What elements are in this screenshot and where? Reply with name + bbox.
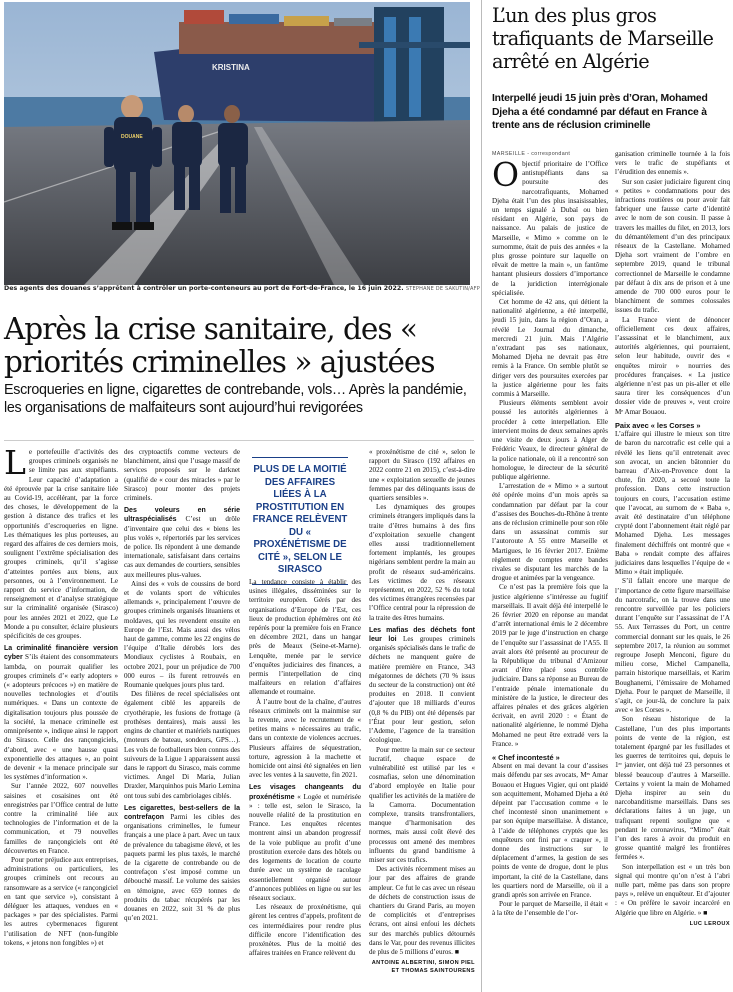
paragraph: Les mafias des déchets font leur loi Les groupes criminels organisés spécialisés dans le trafic de déchets ne manquent guère de matière première en France, 343 mégatonnes de déchets (70 % issus du secteur de la construction) ont été produites en 2018. Il convient d’ajouter que 18 milliards d’euros (0,8 % du PIB) ont été dépensés par l’État pour leur gestion, selon l’Ademe, l’agence de la transition écologique. xyxy=(369,626,475,745)
article-headline: Après la crise sanitaire, des « priorités criminelles » ajustées xyxy=(4,312,435,379)
paragraph: Absent en mai devant la cour d’assises mais défendu par ses avocats, Mᵉˢ Amar Bouaou et Hugues Vigier, qui ont plaidé son acquittement, Mohamed Djeha a été dépeint par l’accusation comme « le chef incontesté sinon unanimement » par son équipe marseillaise. À distance, à l’aide de téléphones cryptés que les enquêteurs ont fini par « craquer », il donne des instructions sur le déplacement d’armes, la gestion de ses points de vente de drogue, dont le plus important, la cité de la Castellane, dans les quartiers nord de Marseille, où il a grandi après son arrivée en France. xyxy=(492,762,608,900)
subhead: La criminalité financière version cyber xyxy=(4,645,118,662)
divider xyxy=(4,440,474,441)
side-article-headline: L’un des plus gros trafiquants de Marseille arrêté en Algérie xyxy=(492,4,714,73)
paragraph: Pour porter préjudice aux entreprises, administrations ou particuliers, les groupes criminels ont recours au ransomware as a service (« rançongiciel en tant que service »), consistant à déléguer les attaques, vendues en « packages » par des spécialistes. Parmi les autres cybermenaces figurent l’utilisation de NFT (non-fungible tokens, « jetons non fongibles ») et xyxy=(4,855,118,947)
paragraph: ganisation criminelle tournée à la fois vers le trafic de stupéfiants et l’érudition des ennemis ». xyxy=(615,150,730,177)
paragraph: Plusieurs éléments semblent avoir poussé les autorités algériennes à procéder à cette interpellation. Elle intervient moins de deux semaines après une visite de deux jours à Alger de Frédéric Veaux, le directeur général de la police nationale, où il a rencontré son homologue, le directeur de la sécurité publique algérienne. xyxy=(492,399,608,481)
paragraph: « proxénétisme de cité », selon le rapport du Sirasco (192 affaires en 2022 contre 21 en 2015), c’est-à-dire une « exploitation sexuelle de jeunes femmes par des délinquants issus de quartiers sensibles ». xyxy=(369,448,475,503)
paragraph: Les réseaux de proxénétisme, qui gèrent les centres d’appels, profitent de ces intermédiaires pour rendre plus difficile encore l’identification des proxénètes. Plus de la moitié des affaires traitées en France relèvent du xyxy=(249,903,361,958)
paragraph: À l’autre bout de la chaîne, d’autres réseaux criminels ont la mainmise sur la revente, avec le recrutement de « petites mains » nécessaires au trafic, dans un contexte de violences accrues. Plusieurs affaires de séquestration, torture, agression à la machette et homicide ont ainsi été signalées en lien avec les ventes à la sauvette, fin 2021. xyxy=(249,697,361,780)
byline: LUC LEROUX xyxy=(689,920,730,927)
photo-caption xyxy=(4,285,480,293)
column-divider xyxy=(481,0,482,992)
drop-cap: L xyxy=(4,443,26,482)
article-column-2 xyxy=(124,448,240,988)
paragraph: Sur son casier judiciaire figurent cinq « petites » condamnations pour des infractions routières ou pour avoir fait fabriquer une fausse carte d’identité avec le nom de son cousin. Il passe à travers les mailles du filet, en 2013, lors du démantèlement d’un des principaux réseaux de la Castellane. Mohamed Djeha sort vraiment de l’ombre en septembre 2019, quand le tribunal correctionnel de Marseille le condamne par défaut à dix ans de prison et à une amende de 700 000 euros pour le blanchiment de sommes colossales issues du trafic. xyxy=(615,177,730,315)
paragraph: Ce n’est pas la première fois que la justice algérienne s’intéresse au fugitif marseillais. Il avait déjà été interpellé le 26 février 2020 en réponse au mandat d’arrêt international émis le 2 décembre 2019 par le juge d’instruction en charge de l’enquête sur l’assassinat de l’A55. Il avait alors été présenté au procureur de la République du tribunal d’Amizour avant d’être placé sous contrôle judiciaire. Dans sa réponse au Bureau de l’entraide pénale internationale du ministère de la justice, le directeur des affaires pénales et des grâces algérien écrivait, en avril 2020 : « Étant de nationalité algérienne, le nommé Djeha Mohamed ne peut être extradé vers la France. » xyxy=(492,583,608,748)
paragraph: Les dynamiques des groupes criminels étrangers impliqués dans la traite d’êtres humains à des fins d’exploitation sexuelle changent elles aussi traditionnellement fortement implantés, les groupes nigérians semblent perdre la main au profit de réseaux sud-américains. Les victimes de ces réseaux représentent, en 2022, 52 % du total des victimes étrangères recensées par l’Office central pour la répression de la traite des êtres humains. xyxy=(369,503,475,622)
article-column-4 xyxy=(369,448,475,988)
subhead: Les mafias des déchets font leur loi xyxy=(369,626,475,644)
paragraph: S’il fallait encore une marque de l’importance de cette figure marseillaise du narcotrafic, on la trouve dans une rencontre surveillée par les policiers durant l’enquête sur l’assassinat de l’A 55. Aux Terrasses du Port, un centre commercial donnant sur les quais, le 26 septembre 2017, la réunion au sommet regroupe Joseph Menconi, figure du milieu corse, Michel Campanella, parrain historique marseillais, et Karim Boughanemi, l’émissaire de Mohamed Djeha. Pour le parquet de Marseille, il s’agit, ce jour-là, de conclure la paix avec « les Corses ». xyxy=(615,577,730,715)
article-column-3 xyxy=(249,578,361,988)
vest-text: DOUANE xyxy=(121,134,143,140)
subhead: Les visages changeants du proxénétisme xyxy=(249,784,361,801)
paragraph: Son interpellation est « un très bon signal qui montre qu’on n’est à l’abri nulle part, même pas dans son propre pays », relève un enquêteur. Et d’ajouter : « On préfère le savoir incarcéré en Algérie que libre en Algérie. » ■ xyxy=(615,862,730,917)
end-mark: ■ xyxy=(703,908,708,917)
paragraph: Pour le parquet de Marseille, il était « à la tête de l’ensemble de l’or- xyxy=(492,900,608,918)
article-deck: Escroqueries en ligne, cigarettes de contrebande, vols… Après la pandémie, les organisations de malfaiteurs sont aujourd’hui revigorées xyxy=(4,382,467,416)
paragraph: La tendance consiste à établir des usines illégales, disséminées sur le territoire européen. Gérés par des organisations d’Europe de l’Est, ces lieux de production éphémères ont été repérés pour la première fois en France en décembre 2021, dans un hangar près de Meaux (Seine-et-Marne). Lenquête, menée par le service d’enquêtes judiciaires des finances, a permis l’interpellation de cinq malfaiteurs en relation d’affaires allemande et roumaine. xyxy=(249,578,361,697)
paragraph: Des filières de recel spécialisées ont également ciblé les appareils de cryothérapie, les fusions de frottage (à prothèses dentaires), mais aussi les engins de chantier et matériels nautiques (moteurs de bateau, sondeurs, GPS…). Les vols de footballeurs bien connus des suiveurs de la Ligue 1 apparaissent aussi dans le rapport du Sirasco, mais comme victimes. Angel Di Maria, Julian Draxler, Marquinhos puis Mario Lemina ont tous subi des cambriolages ciblés. xyxy=(124,690,240,800)
paragraph: Pour mettre la main sur ce secteur lucratif, chaque espace de vulnérabilité est utilisé par les « cosmafias, selon une dénomination d’abord employée en Italie pour qualifier les activités de la matière de la Camorra. Documentation complexe, transits transfrontaliers, manque d’harmonisation des normes, mais aussi coût élevé des processus ont amené des membres influents du grand banditisme à miser sur ces trafics. xyxy=(369,745,475,864)
lead-paragraph: Objectif prioritaire de l’Office antistupéfiants dans sa poursuite des narcotrafiquants, Mohamed Djeha était l’un des plus insaisissables, un temps signalé à Dubaï ou bien résidant en Algérie, son pays de naissance. Au palais de justice de Marseille, « Mimo » comme on le surnomme, était de puis des années « la plus grosse pointure sur laquelle on rêvait de mettre la main », un fantôme hantant plusieurs dossiers d’importance de la juridiction interrégionale spécialisée. xyxy=(492,155,608,297)
end-mark: ■ xyxy=(454,947,460,956)
dateline: MARSEILLE - correspondant xyxy=(492,151,571,157)
lead-paragraph: Le portefeuille d’activités des groupes criminels organisés ne se limite pas aux stupéfiants. Leur capacité d’adaptation a été éprouvée par la crise sanitaire liée au Covid-19, accélérant, par la force des choses, le développement de la gestion à distance des trafics et les opportunités d’escroqueries en ligne. Les thématiques les plus porteuses, au regard des affaires de ces derniers mois, soulignent l’extrême spécialisation des groupes criminels, qu’il s’agisse d’atteintes portées aux biens, aux personnes, ou à l’environnement. Le rapport du service d’information, de renseignement et d’analyse stratégique sur la criminalité organisée (Sirasco) pour les années 2021 et 2022, que Le Monde a pu consulter, éclaire plusieurs spécificités de ces groupes. xyxy=(4,443,118,641)
paragraph: Ainsi des « vols de coussins de bord et de volants sport de véhicules allemands », principalement l’œuvre de groupes criminels organisés lituaniens et moldaves, qui les revendent ensuite en Europe de l’Est. Mais aussi des vélos haut de gamme, comme les 22 engins de l’équipe d’Italie dérobés lors des Mondiaux cyclistes à Roubaix, en octobre 2021, pour un préjudice de 700 000 euros – ils furent retrouvés en Roumanie quelques jours plus tard. xyxy=(124,579,240,690)
subhead: « Chef incontesté » xyxy=(492,753,560,762)
side-column-1 xyxy=(492,150,608,988)
paragraph: L’affaire qui illustre le mieux son titre de baron du narcotrafic est celle qui a révélé les liens qu’il entretenait avec son avocat, un ancien bâtonnier du barreau d’Aix-en-Provence dont la chute, fin 2020, a secoué toute la profession. Dans cette instruction toujours en cours, l’accusation estime que l’avocat, au surnom de « Baba », avait été destinataire d’un téléphone crypté dont l’abonnement était réglé par Mohamed Djeha. Les messages finalement déchiffrés ont montré que « Baba » rendait compte des affaires judiciaires dans lesquelles l’équipe de « Mimo » était impliquée. xyxy=(615,430,730,577)
byline: ANTOINE ALBERTINI, SIMON PIEL ET THOMAS SAINTOURENS xyxy=(371,960,475,975)
paragraph: des cryptoactifs comme vecteurs de blanchiment, ainsi que l’usage massif de services proposés sur le darknet (qualifié de « cour des miracles » par le Sirasco) pour monter des projets criminels. xyxy=(124,448,240,503)
subhead: Les cigarettes, best-sellers de la contrefaçon xyxy=(124,804,240,821)
paragraph: Des activités récemment mises au jour par des affaires de grande ampleur. Ce fut le cas avec un réseau de déchets de construction issus de chantiers du Grand Paris, au moyen de complicités et d’entreprises écrans, ont ainsi enfoui les déchets sur des marchés publics détournés dans le Var, pour des revenus illicites de plus de 5 millions d’euros. ■ xyxy=(369,865,475,956)
article-column-1 xyxy=(4,443,118,988)
side-article-deck: Interpellé jeudi 15 juin près d’Oran, Mohamed Djeha a été condamné par défaut en France à trente ans de réclusion criminelle xyxy=(492,93,708,131)
paragraph: Les visages changeants du proxénétisme « Logée et numérisée » : telle est, selon le Sirasco, la nouvelle réalité de la prostitution en France. Les enquêtes récentes montrent ainsi un abandon progressif de la voie publique au profit d’une prostitution exercée dans des hôtels ou des logements de location de courte durée avec un système de racolage essentiellement organisé autour d’annonces publiées en ligne ou sur les réseaux sociaux. xyxy=(249,784,361,902)
side-column-2 xyxy=(615,150,730,988)
port-customs-photo xyxy=(4,2,470,285)
paragraph: Cet homme de 42 ans, qui détient la nationalité algérienne, a été interpellé, jeudi 15 juin, dans la région d’Oran, a révélé Le Journal du dimanche, mercredi 21 juin. Mais l’Algérie n’extradant pas ses nationaux, Mohamed Djeha ne devrait pas être remis à la France. On semble plutôt se diriger vers des poursuites exercées par la justice algérienne pour les faits commis à Marseille. xyxy=(492,298,608,399)
subhead: Paix avec « les Corses » xyxy=(615,420,701,430)
photo-credit: STEPHANE DE SAKUTIN/AFP xyxy=(405,286,480,292)
paragraph: La France vient de dénoncer officiellement ces deux affaires, l’assassinat et le blanchiment, aux autorités algériennes, qui pourraient, selon leur habitude, ouvrir des « enquêtes miroir » nourries des procédures françaises. « La justice algérienne n’est pas un pis-aller et elle saura tirer les conséquences d’un dossier vide de preuves », veut croire Mᵉ Amar Bouaou. xyxy=(615,315,730,416)
ship-name-text: KRISTINA xyxy=(212,63,250,72)
pull-quote: PLUS DE LA MOITIÉ DES AFFAIRES LIÉES À LA PROSTITUTION EN FRANCE RELÈVENT DU « PROXÉNÉTISME DE CITÉ », SELON LE SIRASCO xyxy=(252,457,348,585)
paragraph: Sur l’année 2022, 607 nouvelles saisines et cosaisines ont été enregistrées par l’Office central de lutte contre la criminalité liée aux technologies de l’information et de la communication, et 79 nouvelles familles de rançongiciels ont été découvertes en France. xyxy=(4,782,118,855)
paragraph: Des voleurs en série ultraspécialisés C’est un drôle d’inventaire que celui des « biens les plus volés », répertoriés par les services de police. Ils répondent à une demande internationale, satisfaisant dans certains cas aux demandes de courtiers, sensibles aux meilleures plus-values. xyxy=(124,507,240,579)
drop-cap: O xyxy=(492,155,520,194)
paragraph: Son réseau historique de la Castellane, l’un des plus importants points de vente de la région, est totalement épargné par les fusillades et les guerres de territoires qui, depuis le 1ᵉʳ janvier, ont déjà tué 23 personnes et blessé beaucoup d’autres à Marseille. Certains y voient la main de Mohamed Djeha inspirer au sein du narcobanditisme marseillais. Dans ses déclarations faites à un juge, un trafiquant repenti souligne que « pendant le coronavirus, “Mimo” était l’un des rares à avoir du produit en grosse quantité malgré les frontières fermées ». xyxy=(615,715,730,862)
subhead: Des voleurs en série ultraspécialisés xyxy=(124,507,240,524)
photo-caption-text: Des agents des douanes s’apprêtent à contrôler un porte-conteneurs au port de Fort-de-France, le 16 juin 2022. xyxy=(4,285,404,292)
paragraph: La criminalité financière version cyber S’ils étaient des consommateurs lambda, on pourrait qualifier les groupes criminels d’« early adopters » (« adopteurs précoces ») en matière de nouvelles technologies et d’outils numériques. « Dans un contexte de digitalisation toujours plus poussée de la société, la menace criminelle est omniprésente », indique ainsi le rapport du Sirasco. Celle des rançongiciels, d’abord, avec « une hausse quasi exponentielle des attaques », au point de devenir « la menace principale sur les systèmes d’information ». xyxy=(4,645,118,782)
paragraph: L’arrestation de « Mimo » a surtout été opérée moins d’un mois après sa condamnation par défaut par la cour d’assises des Bouches-du-Rhône à trente ans de réclusion criminelle pour son rôle dans un assassinat commis sur l’autoroute A 55 entre Marseille et Martigues, le 16 février 2017. Enième règlement de comptes entre bandes rivales se disputant les marchés de la drogue et animées par la vengeance. xyxy=(492,482,608,583)
paragraph: Les cigarettes, best-sellers de la contrefaçon Parmi les cibles des organisations criminelles, le fumeur français a une place à part. Avec un taux de prévalence du tabagisme élevé, et les paquets parmi les plus taxés, le marché de la cigarette de contrebande ou de contrefaçon s’est imposé comme un débouché massif. Le volume des saisies en témoigne, avec 659 tonnes de produits du tabac récupérés par les douanes en 2022, soit 31 % de plus qu’en 2021. xyxy=(124,804,240,923)
